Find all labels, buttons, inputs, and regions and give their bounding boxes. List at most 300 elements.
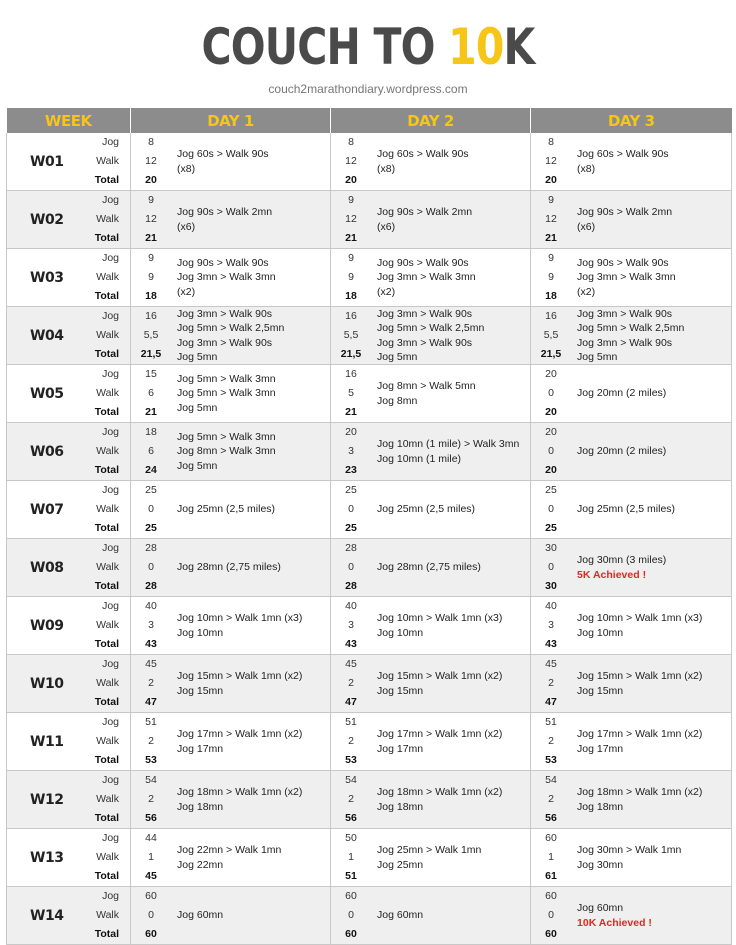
jog-minutes: 9	[548, 252, 554, 264]
workout-line: Jog 5mn > Walk 2,5mn	[577, 322, 685, 334]
total-minutes: 24	[145, 464, 157, 476]
week-id: W07	[7, 481, 87, 539]
total-label: Total	[94, 696, 120, 708]
jog-minutes: 8	[148, 136, 154, 148]
workout-description	[371, 669, 502, 698]
workout-line: Jog 28mn (2,75 miles)	[377, 561, 481, 574]
walk-label: Walk	[96, 619, 120, 631]
walk-minutes: 2	[548, 735, 554, 747]
day3-cell	[531, 191, 732, 249]
total-minutes: 53	[545, 754, 557, 766]
workout-line: Jog 5mn > Walk 3mn	[177, 430, 276, 443]
jog-minutes: 40	[145, 600, 157, 612]
workout-line: Jog 5mn > Walk 2,5mn	[377, 322, 485, 334]
walk-minutes: 2	[348, 793, 354, 805]
workout-line: Jog 3mn > Walk 3mn	[377, 271, 476, 284]
achievement-note: 5K Achieved !	[577, 568, 647, 581]
achievement-note: 10K Achieved !	[577, 916, 652, 929]
workout-line: Jog 3mn > Walk 3mn	[577, 271, 676, 284]
table-row	[7, 307, 732, 365]
workout-description	[571, 727, 702, 756]
table-row	[7, 771, 732, 829]
day3-cell	[531, 307, 732, 365]
total-minutes: 43	[545, 638, 557, 650]
workout-description	[171, 256, 276, 300]
row-labels	[87, 249, 131, 307]
walk-minutes: 0	[548, 503, 554, 515]
walk-label: Walk	[96, 271, 120, 283]
workout-description	[371, 437, 519, 466]
day3-cell	[531, 713, 732, 771]
jog-minutes: 54	[545, 774, 557, 786]
jog-minutes: 28	[145, 542, 157, 554]
day3-cell	[531, 249, 732, 307]
walk-minutes: 0	[148, 503, 154, 515]
week-id: W12	[7, 771, 87, 829]
workout-line: Jog 10mn > Walk 1mn (x3)	[377, 612, 503, 624]
walk-minutes: 9	[148, 271, 154, 283]
row-labels	[87, 307, 131, 365]
workout-line: Jog 30mn (3 miles)	[577, 554, 667, 566]
workout-line: Jog 10mn	[577, 626, 624, 639]
workout-description	[371, 205, 472, 234]
walk-label: Walk	[96, 387, 120, 399]
total-label: Total	[94, 870, 120, 882]
walk-minutes: 0	[348, 909, 354, 921]
workout-description	[371, 379, 476, 408]
jog-minutes: 45	[345, 658, 357, 670]
jog-minutes: 20	[345, 426, 357, 438]
workout-line: Jog 30mn	[577, 858, 624, 871]
workout-description	[171, 205, 272, 234]
jog-minutes: 28	[345, 542, 357, 554]
walk-minutes: 0	[348, 503, 354, 515]
jog-minutes: 9	[148, 194, 154, 206]
workout-description	[371, 908, 423, 923]
jog-minutes: 30	[545, 542, 557, 554]
day2-cell	[331, 771, 531, 829]
workout-line: Jog 10mn (1 mile) > Walk 3mn	[377, 438, 520, 450]
walk-minutes: 3	[348, 445, 354, 457]
jog-label: Jog	[102, 368, 120, 380]
walk-minutes: 0	[348, 561, 354, 573]
workout-line: Jog 25mn (2,5 miles)	[577, 503, 676, 516]
total-label: Total	[94, 406, 120, 418]
workout-line: Jog 10mn > Walk 1mn (x3)	[577, 612, 703, 624]
day2-cell	[331, 249, 531, 307]
jog-minutes: 9	[148, 252, 154, 264]
total-minutes: 21	[345, 232, 357, 244]
table-body	[7, 133, 732, 945]
jog-minutes: 51	[545, 716, 557, 728]
total-label: Total	[94, 290, 120, 302]
workout-line: Jog 28mn (2,75 miles)	[177, 561, 281, 574]
walk-minutes: 6	[148, 387, 154, 399]
title-accent: 10	[448, 18, 504, 76]
walk-minutes: 12	[545, 155, 557, 167]
walk-minutes: 2	[148, 677, 154, 689]
walk-minutes: 12	[145, 213, 157, 225]
total-label: Total	[94, 928, 120, 940]
day2-cell	[331, 133, 531, 191]
workout-line: Jog 18mn	[377, 800, 424, 813]
workout-line: Jog 3mn > Walk 90s	[577, 336, 673, 349]
workout-line: (x2)	[377, 285, 396, 298]
walk-minutes: 6	[148, 445, 154, 457]
day1-cell	[131, 771, 331, 829]
workout-line: Jog 3mn > Walk 90s	[377, 307, 473, 320]
week-id: W10	[7, 655, 87, 713]
workout-line: Jog 60mn	[177, 909, 224, 922]
row-labels	[87, 713, 131, 771]
table-row	[7, 423, 732, 481]
total-label: Total	[94, 232, 120, 244]
workout-line: Jog 3mn > Walk 90s	[177, 307, 273, 320]
walk-minutes: 5,5	[343, 329, 359, 341]
jog-minutes: 16	[345, 368, 357, 380]
jog-minutes: 25	[345, 484, 357, 496]
workout-line: (x8)	[577, 162, 596, 175]
day1-cell	[131, 191, 331, 249]
table-row	[7, 191, 732, 249]
day3-cell	[531, 133, 732, 191]
workout-description	[171, 611, 302, 640]
workout-line: Jog 25mn > Walk 1mn	[377, 844, 482, 856]
workout-line: Jog 90s > Walk 90s	[377, 256, 469, 269]
jog-label: Jog	[102, 716, 120, 728]
row-labels	[87, 481, 131, 539]
week-id: W02	[7, 191, 87, 249]
walk-label: Walk	[96, 503, 120, 515]
total-minutes: 30	[545, 580, 557, 592]
jog-minutes: 54	[145, 774, 157, 786]
workout-line: Jog 60mn	[377, 909, 424, 922]
day2-cell	[331, 191, 531, 249]
row-labels	[87, 655, 131, 713]
workout-description	[571, 307, 684, 365]
jog-minutes: 45	[145, 658, 157, 670]
workout-line: Jog 90s > Walk 2mn	[577, 206, 673, 218]
workout-line: Jog 90s > Walk 2mn	[177, 206, 273, 218]
jog-minutes: 50	[345, 832, 357, 844]
total-minutes: 20	[145, 174, 157, 186]
day3-cell	[531, 829, 732, 887]
total-minutes: 20	[545, 174, 557, 186]
week-id: W01	[7, 133, 87, 191]
row-labels	[87, 133, 131, 191]
workout-line: Jog 3mn > Walk 90s	[377, 336, 473, 349]
workout-line: Jog 17mn	[177, 742, 224, 755]
jog-label: Jog	[102, 890, 120, 902]
walk-minutes: 1	[148, 851, 154, 863]
table-row	[7, 655, 732, 713]
walk-label: Walk	[96, 677, 120, 689]
workout-line: Jog 10mn > Walk 1mn (x3)	[177, 612, 303, 624]
total-label: Total	[94, 464, 120, 476]
day2-cell	[331, 307, 531, 365]
workout-line: Jog 15mn	[177, 684, 224, 697]
day2-cell	[331, 481, 531, 539]
total-minutes: 23	[345, 464, 357, 476]
workout-line: Jog 3mn > Walk 90s	[177, 336, 273, 349]
week-id: W05	[7, 365, 87, 423]
workout-line: Jog 18mn	[177, 800, 224, 813]
row-labels	[87, 423, 131, 481]
workout-line: (x6)	[577, 220, 596, 233]
total-minutes: 60	[545, 928, 557, 940]
total-minutes: 21	[345, 406, 357, 418]
day1-cell	[131, 597, 331, 655]
walk-minutes: 1	[548, 851, 554, 863]
day1-cell	[131, 307, 331, 365]
workout-line: Jog 15mn	[377, 684, 424, 697]
week-id: W09	[7, 597, 87, 655]
day3-cell	[531, 423, 732, 481]
workout-description	[371, 843, 481, 872]
workout-line: Jog 60s > Walk 90s	[577, 148, 669, 160]
day1-cell	[131, 887, 331, 945]
table-row	[7, 713, 732, 771]
workout-line: Jog 22mn > Walk 1mn	[177, 844, 282, 856]
week-id: W13	[7, 829, 87, 887]
workout-line: Jog 15mn > Walk 1mn (x2)	[377, 670, 503, 682]
day3-column-header: DAY 3	[531, 108, 732, 133]
week-id: W03	[7, 249, 87, 307]
jog-minutes: 16	[345, 310, 357, 322]
workout-line: Jog 18mn > Walk 1mn (x2)	[577, 786, 703, 798]
jog-label: Jog	[102, 484, 120, 496]
walk-label: Walk	[96, 909, 120, 921]
jog-minutes: 18	[145, 426, 157, 438]
day2-cell	[331, 655, 531, 713]
workout-line: Jog 5mn	[177, 351, 218, 363]
total-minutes: 25	[345, 522, 357, 534]
total-minutes: 43	[345, 638, 357, 650]
workout-line: Jog 5mn > Walk 2,5mn	[177, 322, 285, 334]
week-id: W04	[7, 307, 87, 365]
workout-description	[571, 785, 702, 814]
jog-label: Jog	[102, 136, 120, 148]
jog-label: Jog	[102, 600, 120, 612]
walk-minutes: 2	[548, 793, 554, 805]
workout-description	[571, 147, 669, 176]
day1-column-header: DAY 1	[131, 108, 331, 133]
workout-description	[571, 205, 672, 234]
workout-description	[171, 430, 276, 474]
jog-label: Jog	[102, 252, 120, 264]
total-minutes: 25	[545, 522, 557, 534]
workout-line: Jog 90s > Walk 90s	[177, 256, 269, 269]
row-labels	[87, 887, 131, 945]
day1-cell	[131, 423, 331, 481]
day1-cell	[131, 713, 331, 771]
week-column-header: WEEK	[7, 108, 131, 133]
jog-minutes: 16	[145, 310, 157, 322]
workout-line: Jog 3mn > Walk 90s	[577, 307, 673, 320]
day1-cell	[131, 481, 331, 539]
workout-line: Jog 60s > Walk 90s	[377, 148, 469, 160]
page-header	[0, 0, 736, 108]
workout-line: Jog 90s > Walk 90s	[577, 256, 669, 269]
walk-label: Walk	[96, 793, 120, 805]
workout-line: Jog 22mn	[177, 858, 224, 871]
day3-cell	[531, 655, 732, 713]
workout-description	[171, 785, 302, 814]
table-header-row	[7, 108, 732, 133]
total-label: Total	[94, 522, 120, 534]
total-minutes: 51	[345, 870, 357, 882]
total-minutes: 21,5	[540, 348, 562, 360]
day2-column-header: DAY 2	[331, 108, 531, 133]
total-minutes: 47	[545, 696, 557, 708]
total-minutes: 28	[145, 580, 157, 592]
jog-minutes: 20	[545, 368, 557, 380]
workout-line: Jog 8mn > Walk 5mn	[377, 380, 476, 392]
workout-line: Jog 5mn	[377, 351, 418, 363]
jog-label: Jog	[102, 194, 120, 206]
day1-cell	[131, 249, 331, 307]
walk-minutes: 0	[148, 909, 154, 921]
workout-description	[171, 502, 275, 517]
workout-line: Jog 25mn (2,5 miles)	[177, 503, 276, 516]
walk-minutes: 5,5	[543, 329, 559, 341]
workout-line: Jog 20mn (2 miles)	[577, 387, 667, 400]
workout-description	[571, 386, 666, 401]
jog-minutes: 9	[348, 194, 354, 206]
jog-label: Jog	[102, 658, 120, 670]
day3-cell	[531, 771, 732, 829]
walk-minutes: 2	[148, 735, 154, 747]
week-id: W08	[7, 539, 87, 597]
workout-line: Jog 18mn	[577, 800, 624, 813]
walk-label: Walk	[96, 561, 120, 573]
workout-description	[171, 147, 269, 176]
jog-minutes: 51	[145, 716, 157, 728]
day3-cell	[531, 887, 732, 945]
day2-cell	[331, 713, 531, 771]
total-minutes: 61	[545, 870, 557, 882]
jog-minutes: 60	[145, 890, 157, 902]
workout-line: Jog 60mn	[577, 902, 624, 914]
walk-minutes: 0	[548, 387, 554, 399]
workout-description	[171, 307, 284, 365]
workout-description	[371, 256, 476, 300]
workout-description	[571, 256, 676, 300]
table-row	[7, 481, 732, 539]
table-row	[7, 365, 732, 423]
page-title	[66, 20, 670, 74]
jog-minutes: 20	[545, 426, 557, 438]
jog-minutes: 8	[348, 136, 354, 148]
total-minutes: 21,5	[140, 348, 162, 360]
day2-cell	[331, 539, 531, 597]
workout-description	[171, 372, 276, 416]
row-labels	[87, 771, 131, 829]
table-row	[7, 829, 732, 887]
workout-line: Jog 17mn	[377, 742, 424, 755]
total-minutes: 21	[145, 406, 157, 418]
total-minutes: 21	[545, 232, 557, 244]
title-end: K	[503, 18, 535, 76]
walk-label: Walk	[96, 213, 120, 225]
row-labels	[87, 365, 131, 423]
workout-description	[171, 669, 302, 698]
day1-cell	[131, 133, 331, 191]
walk-label: Walk	[96, 445, 120, 457]
jog-minutes: 40	[345, 600, 357, 612]
walk-minutes: 2	[348, 677, 354, 689]
total-minutes: 56	[145, 812, 157, 824]
workout-line: Jog 8mn	[377, 394, 418, 407]
workout-line: Jog 60s > Walk 90s	[177, 148, 269, 160]
workout-description	[571, 843, 681, 872]
jog-minutes: 8	[548, 136, 554, 148]
workout-description	[571, 444, 666, 459]
workout-description	[571, 901, 652, 930]
workout-line: Jog 5mn	[577, 351, 618, 363]
workout-line: Jog 17mn	[577, 742, 624, 755]
jog-minutes: 54	[345, 774, 357, 786]
jog-minutes: 16	[545, 310, 557, 322]
workout-line: (x8)	[177, 162, 196, 175]
workout-line: Jog 5mn > Walk 3mn	[177, 372, 276, 385]
workout-line: Jog 15mn > Walk 1mn (x2)	[177, 670, 303, 682]
jog-minutes: 25	[545, 484, 557, 496]
workout-line: Jog 10mn (1 mile)	[377, 452, 462, 465]
day1-cell	[131, 829, 331, 887]
day1-cell	[131, 655, 331, 713]
workout-description	[571, 611, 702, 640]
jog-minutes: 15	[145, 368, 157, 380]
table-row	[7, 133, 732, 191]
walk-minutes: 0	[548, 561, 554, 573]
week-id: W06	[7, 423, 87, 481]
total-minutes: 56	[545, 812, 557, 824]
workout-line: Jog 18mn > Walk 1mn (x2)	[377, 786, 503, 798]
walk-minutes: 5	[348, 387, 354, 399]
workout-line: Jog 5mn > Walk 3mn	[177, 387, 276, 400]
workout-line: Jog 5mn	[177, 401, 218, 414]
workout-line: Jog 15mn	[577, 684, 624, 697]
total-minutes: 20	[345, 174, 357, 186]
workout-description	[171, 560, 281, 575]
total-minutes: 20	[545, 406, 557, 418]
day3-cell	[531, 597, 732, 655]
total-minutes: 18	[345, 290, 357, 302]
walk-minutes: 1	[348, 851, 354, 863]
jog-label: Jog	[102, 774, 120, 786]
walk-label: Walk	[96, 851, 120, 863]
jog-minutes: 40	[545, 600, 557, 612]
jog-minutes: 60	[345, 890, 357, 902]
walk-minutes: 0	[148, 561, 154, 573]
page-subtitle: couch2marathondiary.wordpress.com	[268, 82, 468, 96]
walk-minutes: 12	[145, 155, 157, 167]
walk-minutes: 2	[148, 793, 154, 805]
workout-description	[371, 307, 484, 365]
workout-line: Jog 90s > Walk 2mn	[377, 206, 473, 218]
workout-line: Jog 25mn (2,5 miles)	[377, 503, 476, 516]
total-minutes: 56	[345, 812, 357, 824]
workout-description	[371, 560, 481, 575]
jog-label: Jog	[102, 310, 120, 322]
jog-minutes: 51	[345, 716, 357, 728]
table-row	[7, 249, 732, 307]
total-label: Total	[94, 174, 120, 186]
day2-cell	[331, 597, 531, 655]
workout-line: Jog 5mn	[177, 459, 218, 472]
total-minutes: 25	[145, 522, 157, 534]
